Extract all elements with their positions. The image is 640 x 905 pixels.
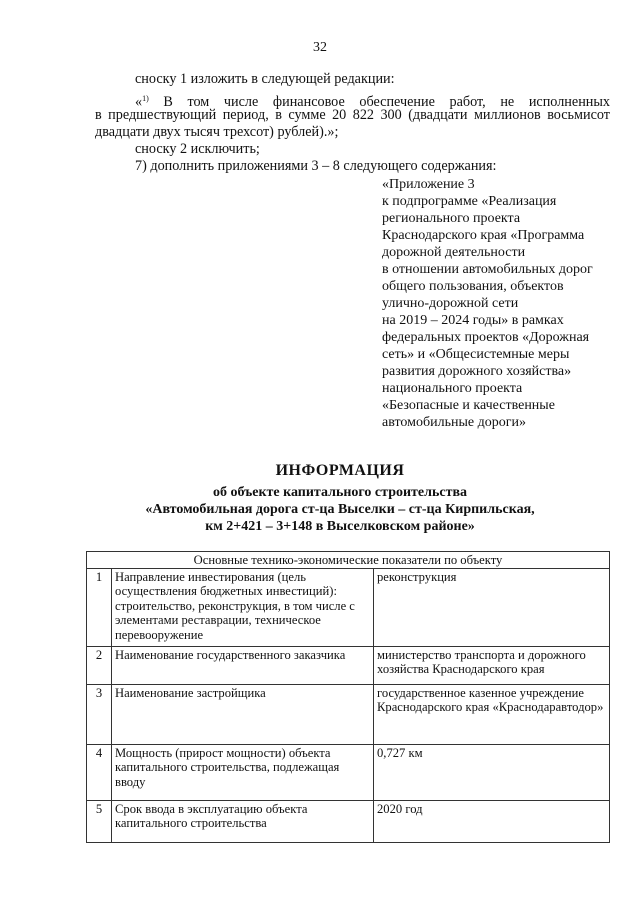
paragraph-item7: 7) дополнить приложениями 3 – 8 следующего содержания: xyxy=(135,158,497,174)
appendix-line: «Приложение 3 xyxy=(382,177,475,192)
paragraph-footnote1: сноску 1 изложить в следующей редакции: xyxy=(135,71,395,87)
appendix-line: к подпрограмме «Реализация xyxy=(382,194,557,209)
footnote-marker: 1) xyxy=(142,94,149,103)
table-header: Основные технико-экономические показатели по объекту xyxy=(87,552,610,569)
row-value: 2020 год xyxy=(374,800,610,842)
appendix-line: Краснодарского края «Программа xyxy=(382,228,585,243)
row-name: Срок ввода в эксплуатацию объекта капитального строительства xyxy=(112,800,374,842)
row-number: 1 xyxy=(87,568,112,646)
row-value: министерство транспорта и дорожного хозяйства Краснодарского края xyxy=(374,646,610,684)
paragraph-footnote2: сноску 2 исключить; xyxy=(135,141,260,157)
appendix-line: общего пользования, объектов xyxy=(382,279,564,294)
quote-text-1: В том числе финансовое обеспечение работ, не исполненных xyxy=(148,94,610,110)
info-table xyxy=(86,551,610,843)
row-number: 3 xyxy=(87,684,112,744)
appendix-line: на 2019 – 2024 годы» в рамках xyxy=(382,313,564,328)
table-row xyxy=(87,800,610,842)
appendix-line: в отношении автомобильных дорог xyxy=(382,262,593,277)
page-number: 32 xyxy=(313,40,327,55)
row-number: 2 xyxy=(87,646,112,684)
appendix-line: «Безопасные и качественные xyxy=(382,398,555,413)
row-name: Наименование застройщика xyxy=(112,684,374,744)
table-row xyxy=(87,744,610,800)
row-value: реконструкция xyxy=(374,568,610,646)
row-value: государственное казенное учреждение Краснодарского края «Краснодаравтодор» xyxy=(374,684,610,744)
heading-line-3: «Автомобильная дорога ст-ца Выселки – ст-ца Кирпильская, xyxy=(145,502,535,517)
row-name: Мощность (прирост мощности) объекта капитального строительства, подлежащая вводу xyxy=(112,744,374,800)
row-name: Наименование государственного заказчика xyxy=(112,646,374,684)
heading-line-4: км 2+421 – 3+148 в Выселковском районе» xyxy=(205,519,475,534)
heading-line-2: об объекте капитального строительства xyxy=(212,485,468,500)
quote-open: « xyxy=(135,94,143,110)
table-row xyxy=(87,684,610,744)
table-row xyxy=(87,646,610,684)
row-number: 5 xyxy=(87,800,112,842)
appendix-line: автомобильные дороги» xyxy=(382,415,526,430)
row-number: 4 xyxy=(87,744,112,800)
quote-line-3: двадцати двух тысяч трехсот) рублей).»; xyxy=(95,124,339,140)
quote-line-2: в предшествующий период, в сумме 20 822 300 (двадцати миллионов восьмисот xyxy=(95,107,610,123)
appendix-line: развития дорожного хозяйства» xyxy=(382,364,572,379)
appendix-caption xyxy=(382,176,622,431)
appendix-line: регионального проекта xyxy=(382,211,521,226)
row-value: 0,727 км xyxy=(374,744,610,800)
appendix-line: сеть» и «Общесистемные меры xyxy=(382,347,570,362)
appendix-line: дорожной деятельности xyxy=(382,245,526,260)
appendix-line: улично-дорожной сети xyxy=(382,296,519,311)
document-title: ИНФОРМАЦИЯ xyxy=(275,462,405,479)
row-name: Направление инвестирования (цель осуществления бюджетных инвестиций): строительство, реконструкция, в том числе с элементами реставрации, техническое перевооружение xyxy=(112,568,374,646)
table-header-row xyxy=(87,552,610,569)
appendix-line: национального проекта xyxy=(382,381,523,396)
appendix-line: федеральных проектов «Дорожная xyxy=(382,330,590,345)
table-row xyxy=(87,568,610,646)
